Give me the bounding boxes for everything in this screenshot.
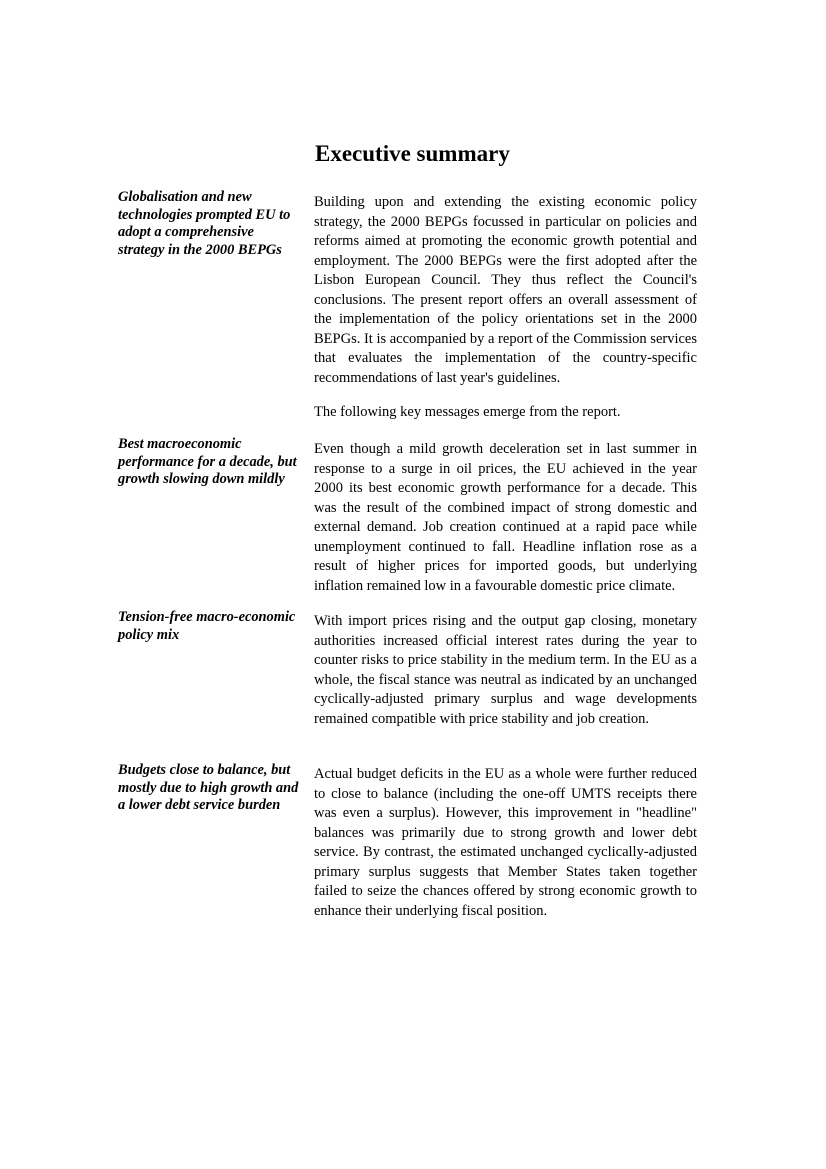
sidenote-budgets: Budgets close to balance, but mostly due to high growth and a lower debt service burden (118, 762, 299, 814)
paragraph-growth-performance: Even though a mild growth deceleration set in last summer in response to a surge in oil prices, the EU achieved in the year 2000 its best economic growth performance for a decade. This was the result of the combined impact of strong domestic and external demand. Job creation continued at a rapid pace while unemployment continued to fall. Headline inflation rose as a result of higher prices for imported goods, but underlying inflation remained low in a favourable domestic price climate. (314, 441, 697, 594)
paragraph-key-messages: The following key messages emerge from the report. (314, 404, 621, 420)
sidenote-macroeconomic-performance: Best macroeconomic performance for a decade, but growth slowing down mildly (118, 436, 297, 488)
page-title: Executive summary (315, 141, 510, 166)
sidenote-policy-mix: Tension-free macro-economic policy mix (118, 609, 296, 643)
sidenote-globalisation: Globalisation and new technologies prompted EU to adopt a comprehensive strategy in the 2000 BEPGs (118, 189, 291, 258)
paragraph-bepgs-strategy: Building upon and extending the existing economic policy strategy, the 2000 BEPGs focussed in particular on policies and reforms aimed at promoting the economic growth potential and employment. The 2000 BEPGs were the first adopted after the Lisbon European Council. They thus reflect the Council's conclusions. The present report offers an overall assessment of the implementation of the policy orientations set in the 2000 BEPGs. It is accompanied by a report of the Commission services that evaluates the implementation of the country-specific recommendations of last year's guidelines. (314, 194, 697, 386)
paragraph-monetary-policy: With import prices rising and the output gap closing, monetary authorities increased official interest rates during the year to counter risks to price stability in the medium term. In the EU as a whole, the fiscal stance was neutral as indicated by an unchanged cyclically-adjusted primary surplus and wage developments remained compatible with price stability and job creation. (314, 613, 697, 727)
paragraph-budget-deficits: Actual budget deficits in the EU as a whole were further reduced to close to balance (including the one-off UMTS receipts there was even a surplus). However, this improvement in "headline" balances was primarily due to strong growth and lower debt service. By contrast, the estimated unchanged cyclically-adjusted primary surplus suggests that Member States taken together failed to seize the chances offered by strong economic growth to enhance their underlying fiscal position. (314, 766, 697, 919)
